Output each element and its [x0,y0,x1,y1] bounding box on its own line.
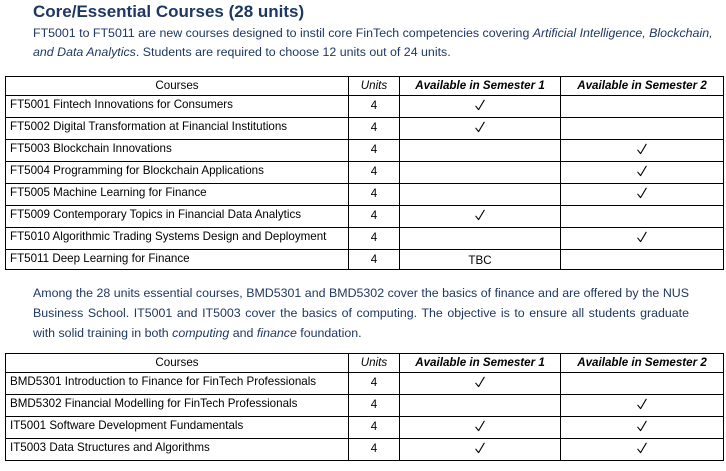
table-row [6,162,724,184]
course-units: 4 [349,140,400,162]
semester-2-cell [561,439,724,461]
ft-courses-table [5,76,724,270]
semester-1-cell [400,96,561,118]
course-units: 4 [349,417,400,439]
header-courses: Courses [6,77,349,96]
course-units: 4 [349,228,400,250]
header-semester-2: Available in Semester 2 [561,354,724,373]
header-units: Units [349,77,400,96]
header-semester-1: Available in Semester 1 [400,354,561,373]
semester-2-cell [561,417,724,439]
table-row [6,228,724,250]
check-mark-icon [475,419,485,433]
check-mark-icon [475,375,485,389]
course-units: 4 [349,439,400,461]
table-row [6,417,724,439]
semester-2-cell [561,184,724,206]
course-units: 4 [349,96,400,118]
intro-paragraph [33,24,713,62]
table-row [6,206,724,228]
course-units: 4 [349,184,400,206]
course-name: BMD5301 Introduction to Finance for FinTech Professionals [6,373,349,395]
check-mark-icon [475,208,485,222]
course-name: FT5001 Fintech Innovations for Consumers [6,96,349,118]
course-units: 4 [349,373,400,395]
semester-2-cell [561,395,724,417]
semester-1-cell [400,184,561,206]
check-mark-icon [637,186,647,200]
course-name: IT5001 Software Development Fundamentals [6,417,349,439]
table-row [6,118,724,140]
course-name: FT5010 Algorithmic Trading Systems Design and Deployment [6,228,349,250]
foundation-courses-table-body [6,373,724,461]
semester-1-cell [400,250,561,270]
course-name: FT5005 Machine Learning for Finance [6,184,349,206]
header-courses: Courses [6,354,349,373]
semester-1-cell [400,206,561,228]
check-mark-icon [475,120,485,134]
semester-1-cell [400,162,561,184]
course-units: 4 [349,118,400,140]
check-mark-icon [637,230,647,244]
table-row [6,439,724,461]
course-units: 4 [349,250,400,270]
foundation-courses-table [5,353,724,461]
course-name: FT5002 Digital Transformation at Financial Institutions [6,118,349,140]
semester-1-cell [400,373,561,395]
table-row [6,140,724,162]
course-name: FT5009 Contemporary Topics in Financial Data Analytics [6,206,349,228]
header-units: Units [349,354,400,373]
check-mark-icon [637,419,647,433]
intro-text-2: . Students are required to choose 12 units out of 24 units. [135,45,451,59]
semester-1-cell [400,118,561,140]
course-units: 4 [349,395,400,417]
para-text-2: and [229,326,257,340]
header-semester-1: Available in Semester 1 [400,77,561,96]
check-mark-icon [637,397,647,411]
course-name: IT5003 Data Structures and Algorithms [6,439,349,461]
semester-2-cell [561,118,724,140]
semester-2-cell [561,96,724,118]
semester-2-cell [561,250,724,270]
table-row [6,184,724,206]
para-text-1: Among the 28 units essential courses, BMD5301 and BMD5302 cover the basics of finance and are offered by the NUS Business School. IT5001 and IT5003 cover the basics of computing. The objective is to ensure all students graduate with solid training in both [33,286,689,340]
semester-1-cell [400,140,561,162]
intro-text-1: FT5001 to FT5011 are new courses designed to instil core FinTech competencies covering [33,26,533,40]
semester-2-cell [561,162,724,184]
course-units: 4 [349,162,400,184]
essentials-paragraph [33,283,689,343]
check-mark-icon [637,142,647,156]
section-heading: Core/Essential Courses (28 units) [33,2,305,21]
availability-note: TBC [468,254,492,267]
course-units: 4 [349,206,400,228]
para-text-3: foundation. [296,326,362,340]
course-name: BMD5302 Financial Modelling for FinTech Professionals [6,395,349,417]
table-row [6,373,724,395]
semester-1-cell [400,228,561,250]
semester-1-cell [400,395,561,417]
semester-2-cell [561,373,724,395]
semester-2-cell [561,206,724,228]
intro-text-italic: Artificial Intelligence, Blockchain, and Data Analytics [33,26,713,59]
course-name: FT5004 Programming for Blockchain Applications [6,162,349,184]
semester-2-cell [561,140,724,162]
check-mark-icon [475,98,485,112]
check-mark-icon [637,441,647,455]
table-row [6,395,724,417]
table-header-row [6,77,724,96]
check-mark-icon [475,441,485,455]
table-header-row [6,354,724,373]
course-name: FT5003 Blockchain Innovations [6,140,349,162]
para-text-italic-1: computing [172,326,230,340]
semester-1-cell [400,417,561,439]
ft-courses-table-body [6,96,724,270]
table-row [6,96,724,118]
semester-1-cell [400,439,561,461]
check-mark-icon [637,164,647,178]
semester-2-cell [561,228,724,250]
header-semester-2: Available in Semester 2 [561,77,724,96]
table-row [6,250,724,270]
para-text-italic-2: finance [256,326,297,340]
course-name: FT5011 Deep Learning for Finance [6,250,349,270]
